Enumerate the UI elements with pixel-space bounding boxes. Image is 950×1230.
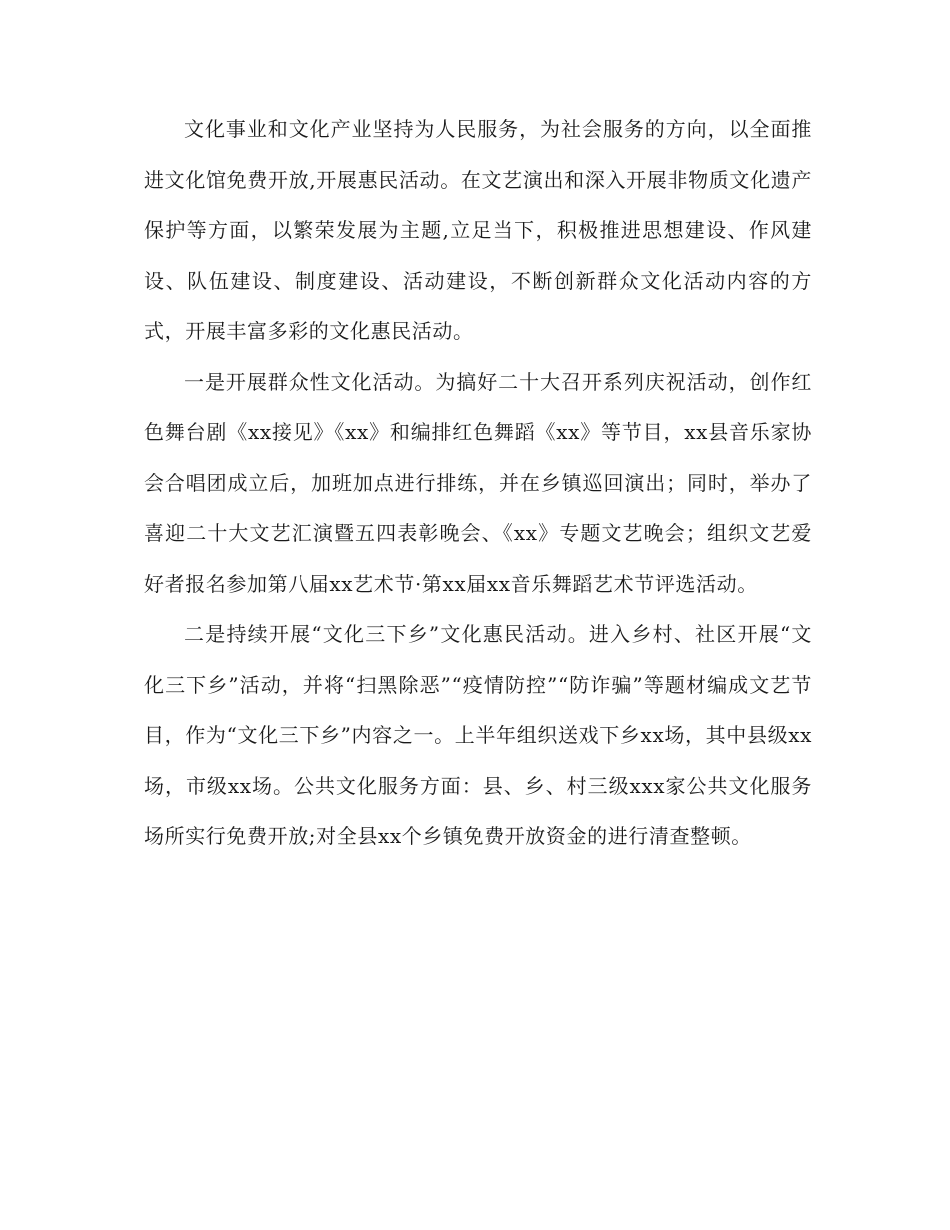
paragraph-three-to-countryside: 二是持续开展“文化三下乡”文化惠民活动。进入乡村、社区开展“文化三下乡”活动，并将“扫黑除恶”“疫情防控”“防诈骗”等题材编成文艺节目，作为“文化三下乡”内容之一。上半年组织送戏下乡xx场，其中县级xx场，市级xx场。公共文化服务方面：县、乡、村三级xxx家公共文化服务场所实行免费开放;对全县xx个乡镇免费开放资金的进行清查整顿。 bbox=[144, 622, 812, 848]
paragraph-intro: 文化事业和文化产业坚持为人民服务，为社会服务的方向，以全面推进文化馆免费开放,开展惠民活动。在文艺演出和深入开展非物质文化遗产保护等方面，以繁荣发展为主题,立足当下，积极推进思想建设、作风建设、队伍建设、制度建设、活动建设，不断创新群众文化活动内容的方式，开展丰富多彩的文化惠民活动。 bbox=[144, 117, 812, 343]
paragraph-mass-culture-activities: 一是开展群众性文化活动。为搞好二十大召开系列庆祝活动，创作红色舞台剧《xx接见》《xx》和编排红色舞蹈《xx》等节目，xx县音乐家协会合唱团成立后，加班加点进行排练，并在乡镇巡回演出；同时，举办了喜迎二十大文艺汇演暨五四表彰晚会、《xx》专题文艺晚会；组织文艺爱好者报名参加第八届xx艺术节·第xx届xx音乐舞蹈艺术节评选活动。 bbox=[144, 369, 812, 596]
document-body bbox=[144, 104, 812, 862]
